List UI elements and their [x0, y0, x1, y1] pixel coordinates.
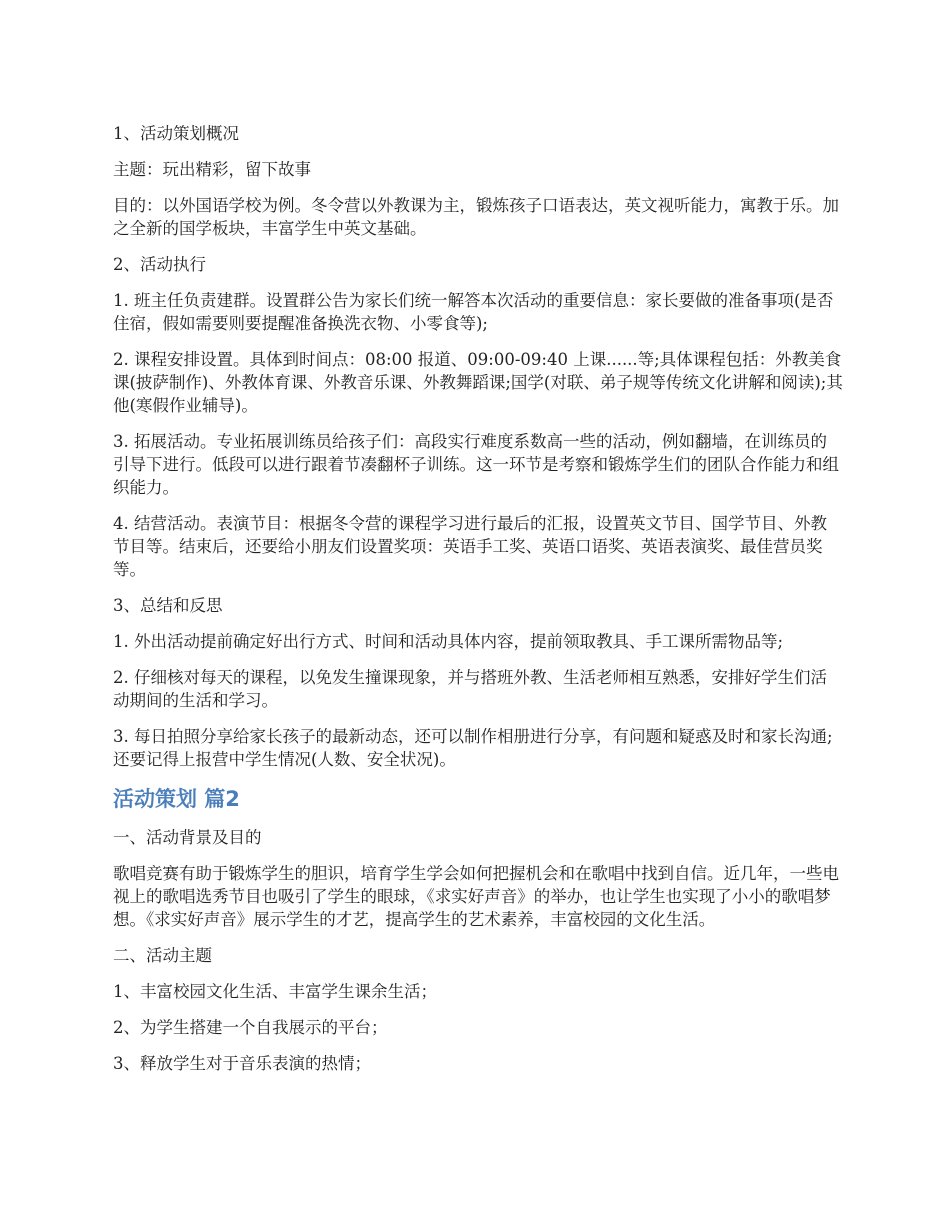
document-page — [113, 122, 843, 1088]
theme-line: 主题：玩出精彩，留下故事 — [113, 160, 311, 179]
summary-item: 3. 每日拍照分享给家长孩子的最新动态，还可以制作相册进行分享，有问题和疑惑及时和家长沟通;还要记得上报营中学生情况(人数、安全状况)。 — [113, 727, 833, 769]
theme-heading: 二、活动主题 — [113, 946, 212, 965]
overview-heading: 1、活动策划概况 — [113, 124, 239, 143]
purpose-paragraph: 目的：以外国语学校为例。冬令营以外教课为主，锻炼孩子口语表达，英文视听能力，寓教于乐。加之全新的国学板块，丰富学生中英文基础。 — [113, 196, 839, 238]
theme-item: 2、为学生搭建一个自我展示的平台； — [113, 1018, 388, 1037]
execution-item: 1. 班主任负责建群。设置群公告为家长们统一解答本次活动的重要信息：家长要做的准备事项(是否住宿，假如需要则要提醒准备换洗衣物、小零食等); — [113, 291, 834, 333]
summary-heading: 3、总结和反思 — [113, 596, 223, 615]
execution-heading: 2、活动执行 — [113, 255, 206, 274]
background-paragraph: 歌唱竞赛有助于锻炼学生的胆识，培育学生学会如何把握机会和在歌唱中找到自信。近几年，一些电视上的歌唱选秀节目也吸引了学生的眼球，《求实好声音》的举办，也让学生也实现了小小的歌唱梦想。《求实好声音》展示学生的才艺，提高学生的艺术素养，丰富校园的文化生活。 — [113, 864, 839, 929]
execution-item: 3. 拓展活动。专业拓展训练员给孩子们：高段实行难度系数高一些的活动，例如翻墙，在训练员的引导下进行。低段可以进行跟着节凑翻杯子训练。这一环节是考察和锻炼学生们的团队合作能力和组织能力。 — [113, 432, 839, 497]
theme-item: 3、释放学生对于音乐表演的热情； — [113, 1054, 371, 1073]
execution-item: 2. 课程安排设置。具体到时间点：08:00 报道、09:00-09:40 上课......等;具体课程包括：外教美食课(披萨制作)、外教体育课、外教音乐课、外教舞蹈课;国学(对联、弟子规等传统文化讲解和阅读);其他(寒假作业辅导)。 — [113, 350, 843, 415]
section-title: 活动策划 篇2 — [113, 787, 240, 811]
background-heading: 一、活动背景及目的 — [113, 828, 262, 847]
theme-item: 1、丰富校园文化生活、丰富学生课余生活； — [113, 982, 437, 1001]
execution-item: 4. 结营活动。表演节目：根据冬令营的课程学习进行最后的汇报，设置英文节目、国学节目、外教节目等。结束后，还要给小朋友们设置奖项：英语手工奖、英语口语奖、英语表演奖、最佳营员奖等。 — [113, 514, 827, 579]
summary-item: 2. 仔细核对每天的课程，以免发生撞课现象，并与搭班外教、生活老师相互熟悉，安排好学生们活动期间的生活和学习。 — [113, 668, 827, 710]
summary-item: 1. 外出活动提前确定好出行方式、时间和活动具体内容，提前领取教具、手工课所需物品等; — [113, 632, 784, 651]
